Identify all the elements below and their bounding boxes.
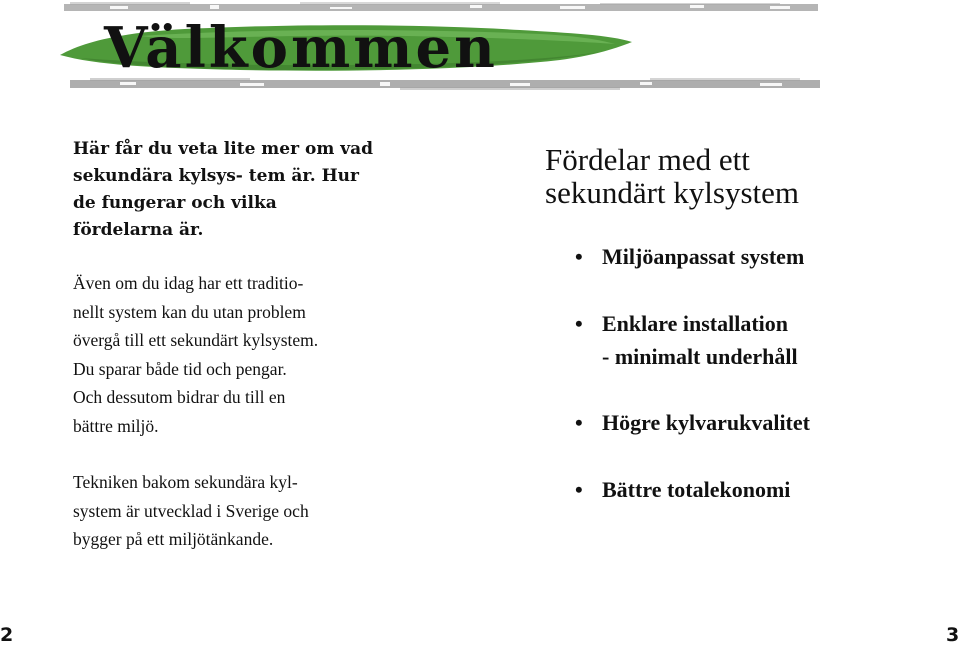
benefit-item [575,307,798,373]
benefit-sublabel: - minimalt underhåll [602,344,798,369]
page-number-left: 2 [0,624,14,646]
benefit-item [575,240,804,273]
benefit-label: Enklare installation [602,311,789,336]
benefits-heading-line-1: Fördelar med ett [545,142,750,177]
body-paragraph-2: Tekniken bakom sekundära kyl- system är utvecklad i Sverige och bygger på ett miljötänkande. [73,472,309,549]
benefits-heading [545,143,935,209]
bullet-icon: • [575,244,583,269]
benefit-label: Högre kylvarukvalitet [602,410,810,435]
intro-text: Här får du veta lite mer om vad sekundära kylsys- tem är. Hur de fungerar och vilka fördelarna är. [73,139,374,240]
bullet-icon: • [575,477,583,502]
header-banner [0,0,960,100]
body-paragraph-1: Även om du idag har ett traditio- nellt system kan du utan problem övergå till ett sekundärt kylsystem. Du sparar både tid och pengar. Och dessutom bidrar du till en bättre miljö. [73,273,319,436]
bullet-icon: • [575,410,583,435]
benefit-label: Miljöanpassat system [602,244,805,269]
page-number-right: 3 [946,624,960,646]
benefits-heading-line-2: sekundärt kylsystem [545,175,799,210]
bullet-icon: • [575,311,583,336]
benefit-item [575,406,810,439]
page-title: Välkommen [104,15,498,81]
benefit-item [575,473,790,506]
benefit-label: Bättre totalekonomi [602,477,791,502]
